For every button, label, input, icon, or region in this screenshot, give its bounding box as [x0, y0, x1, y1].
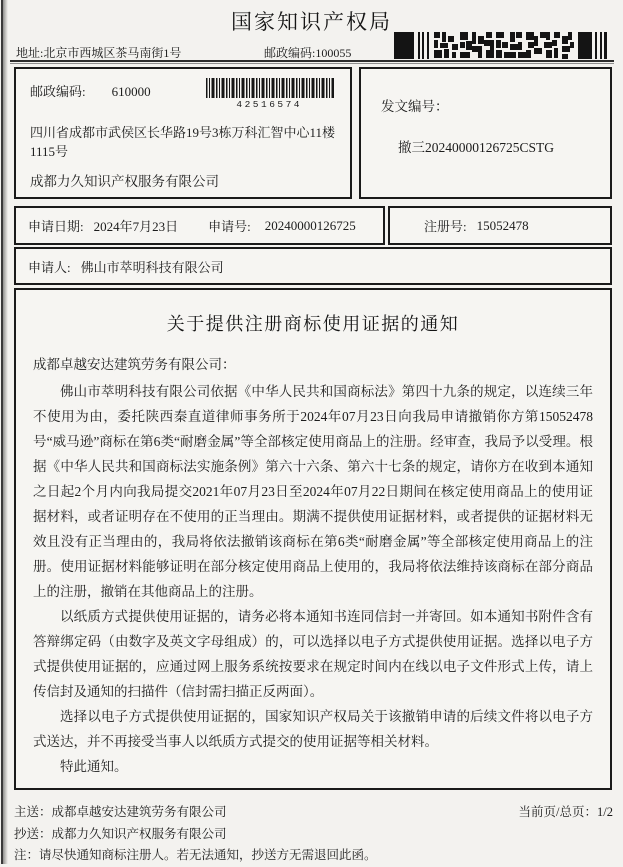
footer-note-label: 注： — [14, 848, 40, 862]
barcode-1d-icon — [206, 78, 334, 98]
applicant-row — [14, 247, 612, 285]
footer-main-to — [14, 802, 227, 824]
apply-date-label: 申请日期: — [28, 219, 84, 234]
applicant-value: 佛山市萃明科技有限公司 — [80, 259, 224, 275]
footer-note-value: 请尽快通知商标注册人。若无法通知，抄送方无需退回此函。 — [39, 848, 377, 862]
footer-cc-label: 抄送： — [14, 826, 52, 841]
barcode-number: 42516574 — [236, 99, 302, 110]
footer-cc-line — [14, 824, 613, 846]
doc-number-label: 发文编号： — [381, 99, 449, 114]
doc-number-box — [359, 67, 612, 199]
notice-salutation: 成都卓越安达建筑劳务有限公司： — [33, 357, 236, 372]
recipient-postal-label: 邮政编码: — [30, 84, 86, 99]
footer-note-line — [14, 845, 613, 867]
applicant-label: 申请人: — [28, 259, 71, 275]
notice-paragraph: 特此通知。 — [60, 759, 128, 774]
recipient-company: 成都力久知识产权服务有限公司 — [30, 174, 219, 189]
apply-no-label: 申请号: — [208, 219, 251, 234]
notice-paragraph: 以纸质方式提供使用证据的，请务必将本通知书连同信封一并寄回。如本通知书附件含有答辩绑定码（由数字及英文字母组成）的，可以选择以电子方式提供使用证据。选择以电子方式提供使用证据的，应通过网上服务系统按要求在规定时间内在线以电子文件形式上传，请上传信封及通知的扫描件（信封需扫描正反两面）。 — [33, 609, 593, 699]
reg-no-label: 注册号: — [424, 219, 467, 234]
page-indicator — [519, 802, 613, 824]
reg-no-value: 15052478 — [476, 217, 529, 233]
recipient-postal-value: 610000 — [111, 84, 151, 99]
footer-main-to-value: 成都卓越安达建筑劳务有限公司 — [51, 805, 227, 819]
page-indicator-value: 1/2 — [597, 805, 613, 819]
recipient-address-box — [14, 67, 352, 199]
notice-body-box — [14, 288, 612, 790]
footer-main-to-label: 主送： — [14, 805, 52, 819]
application-info-row — [14, 206, 385, 245]
footer — [14, 802, 613, 867]
apply-no-value: 20240000126725 — [264, 217, 356, 233]
registration-no-box — [388, 206, 612, 245]
notice-title: 关于提供注册商标使用证据的通知 — [166, 314, 460, 334]
apply-date-value: 2024年7月23日 — [93, 219, 179, 234]
doc-number-value: 撤三20240000126725CSTG — [398, 140, 555, 155]
notice-paragraph: 佛山市萃明科技有限公司依据《中华人民共和国商标法》第四十九条的规定，以连续三年不使用为由，委托陕西秦直道律师事务所于2024年07月23日向我局申请撤销你方第15052478号“威马逊”商标在第6类“耐磨金属”等全部核定使用商品上的注册。经审查，我局予以受理。根据《中华人民共和国商标法实施条例》第六十六条、第六十七条的规定，请你方在收到本通知之日起2个月内向我局提交2021年07月23日至2024年07月22日期间在核定使用商品上的使用证据材料，或者证明存在不使用的正当理由。期满不提供使用证据材料，或者提供的证据材料无效且没有正当理由的，我局将依法撤销该商标在第6类“耐磨金属”等全部核定使用商品上的注册。使用证据材料能够证明在部分核定使用商品上使用的，我局将依法维持该商标在部分商品上的注册，撤销在其他商品上的注册。 — [33, 384, 593, 599]
page-title: 国家知识产权局 — [231, 10, 392, 34]
barcode-2d-icon — [394, 32, 608, 59]
issuer-address: 地址:北京市西城区茶马南街1号 — [16, 46, 182, 60]
recipient-street-address: 四川省成都市武侯区长华路19号3栋万科汇智中心11楼1115号 — [30, 125, 336, 159]
notice-paragraph: 选择以电子方式提供使用证据的，国家知识产权局关于该撤销申请的后续文件将以电子方式送达，并不再接受当事人以纸质方式提交的使用证据等相关材料。 — [33, 709, 593, 749]
issuer-postal-code: 邮政编码:100055 — [264, 46, 352, 60]
header-divider — [10, 60, 614, 65]
page-indicator-label: 当前页/总页： — [518, 805, 598, 819]
recipient-postal-row — [30, 81, 151, 100]
footer-cc-value: 成都力久知识产权服务有限公司 — [51, 826, 227, 841]
footer-main-to-line — [14, 802, 613, 824]
scan-edge-artifact — [0, 0, 8, 864]
